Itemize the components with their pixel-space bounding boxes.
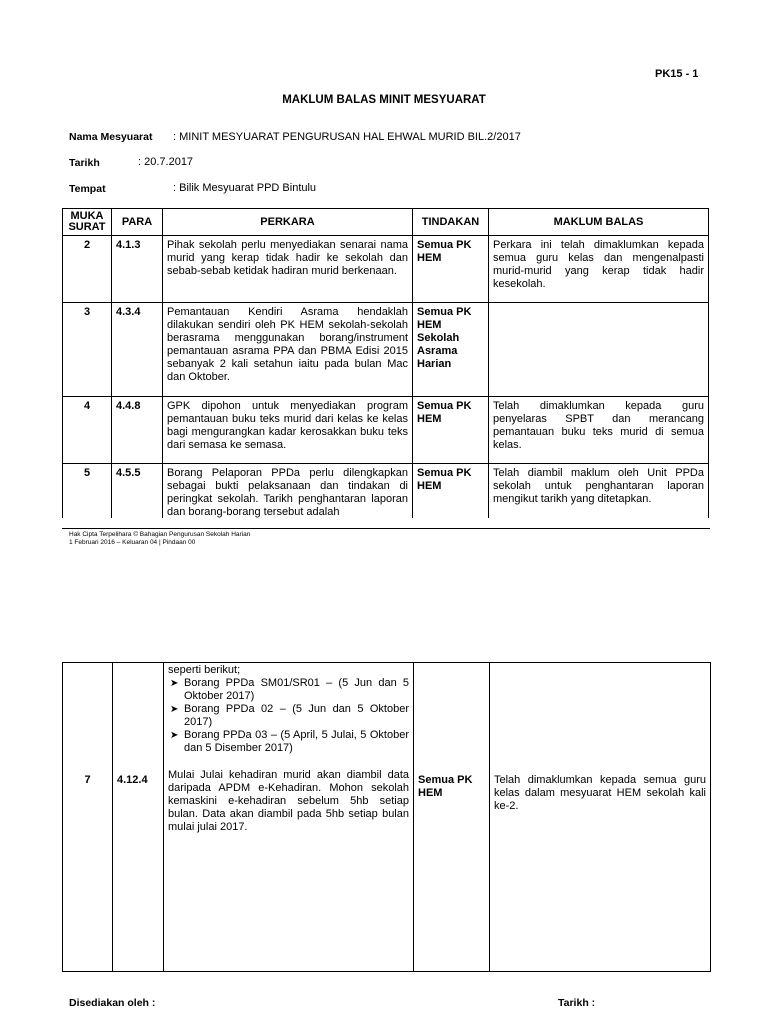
header-perkara: PERKARA — [163, 209, 413, 236]
footer-divider — [62, 528, 710, 529]
page-footer — [69, 531, 250, 547]
cell-maklum-balas — [489, 303, 709, 397]
cell-para: 4.4.8 — [112, 397, 163, 464]
cell-muka-surat: 4 — [63, 397, 112, 464]
table-row — [63, 303, 709, 397]
minutes-table-page1 — [62, 208, 710, 518]
cell-perkara: Pihak sekolah perlu menyediakan senarai nama murid yang kerap tidak hadir ke sekolah dan sebab-sebab ketidak hadiran murid berkenaan. — [163, 236, 413, 303]
cell-para: 4.5.5 — [112, 464, 163, 519]
cell-tindakan: Semua PK HEM — [413, 464, 489, 519]
meta-tempat-label: Tempat — [69, 183, 106, 195]
arrowhead-icon: ➤ — [170, 730, 179, 741]
bullet-text: Borang PPDa SM01/SR01 – (5 Jun dan 5 Oktober 2017) — [184, 677, 409, 702]
table-row — [63, 464, 709, 519]
continued-intro: seperti berikut; — [168, 664, 241, 676]
bullet-list — [168, 677, 409, 755]
list-item — [168, 729, 409, 755]
cell-tindakan: Semua PK HEM — [413, 397, 489, 464]
minutes-table-page2 — [62, 662, 711, 972]
meta-nama-label: Nama Mesyuarat — [69, 131, 153, 143]
header-muka-surat: MUKA SURAT — [63, 209, 112, 236]
meta-tempat-value: : Bilik Mesyuarat PPD Bintulu — [173, 182, 317, 194]
minutes-table — [62, 208, 709, 518]
list-item — [168, 677, 409, 703]
header-tindakan: TINDAKAN — [413, 209, 489, 236]
cell-maklum-balas: Perkara ini telah dimaklumkan kepada semua guru kelas dan mengenalpasti murid-murid yang kerap tidak hadir kesekolah. — [489, 236, 709, 303]
cell-tindakan: Semua PK HEM — [413, 236, 489, 303]
cell-maklum-balas: Telah dimaklumkan kepada semua guru kelas dalam mesyuarat HEM sekolah kali ke-2. — [490, 663, 711, 972]
document-code: PK15 - 1 — [655, 68, 699, 80]
cell-tindakan: Semua PK HEM Sekolah Asrama Harian — [413, 303, 489, 397]
cell-maklum-balas: Telah diambil maklum oleh Unit PPDa sekolah untuk penghantaran laporan mengikut tarikh yang ditetapkan. — [489, 464, 709, 519]
cell-maklum-balas: Telah dimaklumkan kepada guru penyelaras SPBT dan merancang pemantauan buku teks murid di semua kelas. — [489, 397, 709, 464]
arrowhead-icon: ➤ — [170, 704, 179, 715]
table-row — [63, 663, 711, 972]
cell-muka-surat: 2 — [63, 236, 112, 303]
cell-para: 4.1.3 — [112, 236, 163, 303]
cell-tindakan: Semua PK HEM — [414, 663, 490, 972]
cell-perkara-continued — [164, 663, 414, 972]
cell-muka-surat: 3 — [63, 303, 112, 397]
cell-perkara: Mulai Julai kehadiran murid akan diambil data daripada APDM e-Kehadiran. Mohon sekolah kemaskini e-kehadiran sebelum 5hb setiap bulan. Data akan diambil pada 5hb setiap bulan mulai julai 2017. — [168, 769, 409, 833]
table-row — [63, 397, 709, 464]
footer-copyright: Hak Cipta Terpelihara © Bahagian Pengurusan Sekolah Harian — [69, 531, 251, 538]
cell-muka-surat: 5 — [63, 464, 112, 519]
cell-para: 4.3.4 — [112, 303, 163, 397]
date-label: Tarikh : — [558, 997, 596, 1009]
cell-perkara: Pemantauan Kendiri Asrama hendaklah dilakukan sendiri oleh PK HEM sekolah-sekolah berasrama menggunakan borang/instrument pemantauan asrama PPA dan PBMA Edisi 2015 sebanyak 2 kali setahun iaitu pada bulan Mac dan Oktober. — [163, 303, 413, 397]
cell-perkara: Borang Pelaporan PPDa perlu dilengkapkan sebagai bukti pelaksanaan dan tindakan di peringkat sekolah. Tarikh penghantaran laporan dan borang-borang tersebut adalah — [163, 464, 413, 519]
footer-release: 1 Februari 2016 – Keluaran 04 | Pindaan 00 — [69, 539, 196, 546]
arrowhead-icon: ➤ — [170, 678, 179, 689]
header-para: PARA — [112, 209, 163, 236]
header-maklum-balas: MAKLUM BALAS — [489, 209, 709, 236]
list-item — [168, 703, 409, 729]
meta-tarikh-value: : 20.7.2017 — [138, 156, 194, 168]
bullet-text: Borang PPDa 03 – (5 April, 5 Julai, 5 Oktober dan 5 Disember 2017) — [184, 729, 409, 754]
cell-perkara: GPK dipohon untuk menyediakan program pemantauan buku teks murid dari kelas ke kelas bagi mengurangkan kadar kerosakkan buku teks dari semasa ke semasa. — [163, 397, 413, 464]
cell-para: 4.12.4 — [113, 663, 164, 972]
bullet-text: Borang PPDa 02 – (5 Jun dan 5 Oktober 2017) — [184, 703, 409, 728]
prepared-by-label: Disediakan oleh : — [69, 997, 156, 1009]
page-title: MAKLUM BALAS MINIT MESYUARAT — [282, 94, 486, 106]
table-row — [63, 236, 709, 303]
meta-tarikh-label: Tarikh — [69, 157, 100, 169]
meta-nama-value: : MINIT MESYUARAT PENGURUSAN HAL EHWAL MURID BIL.2/2017 — [173, 131, 521, 143]
cell-muka-surat: 7 — [63, 663, 113, 972]
